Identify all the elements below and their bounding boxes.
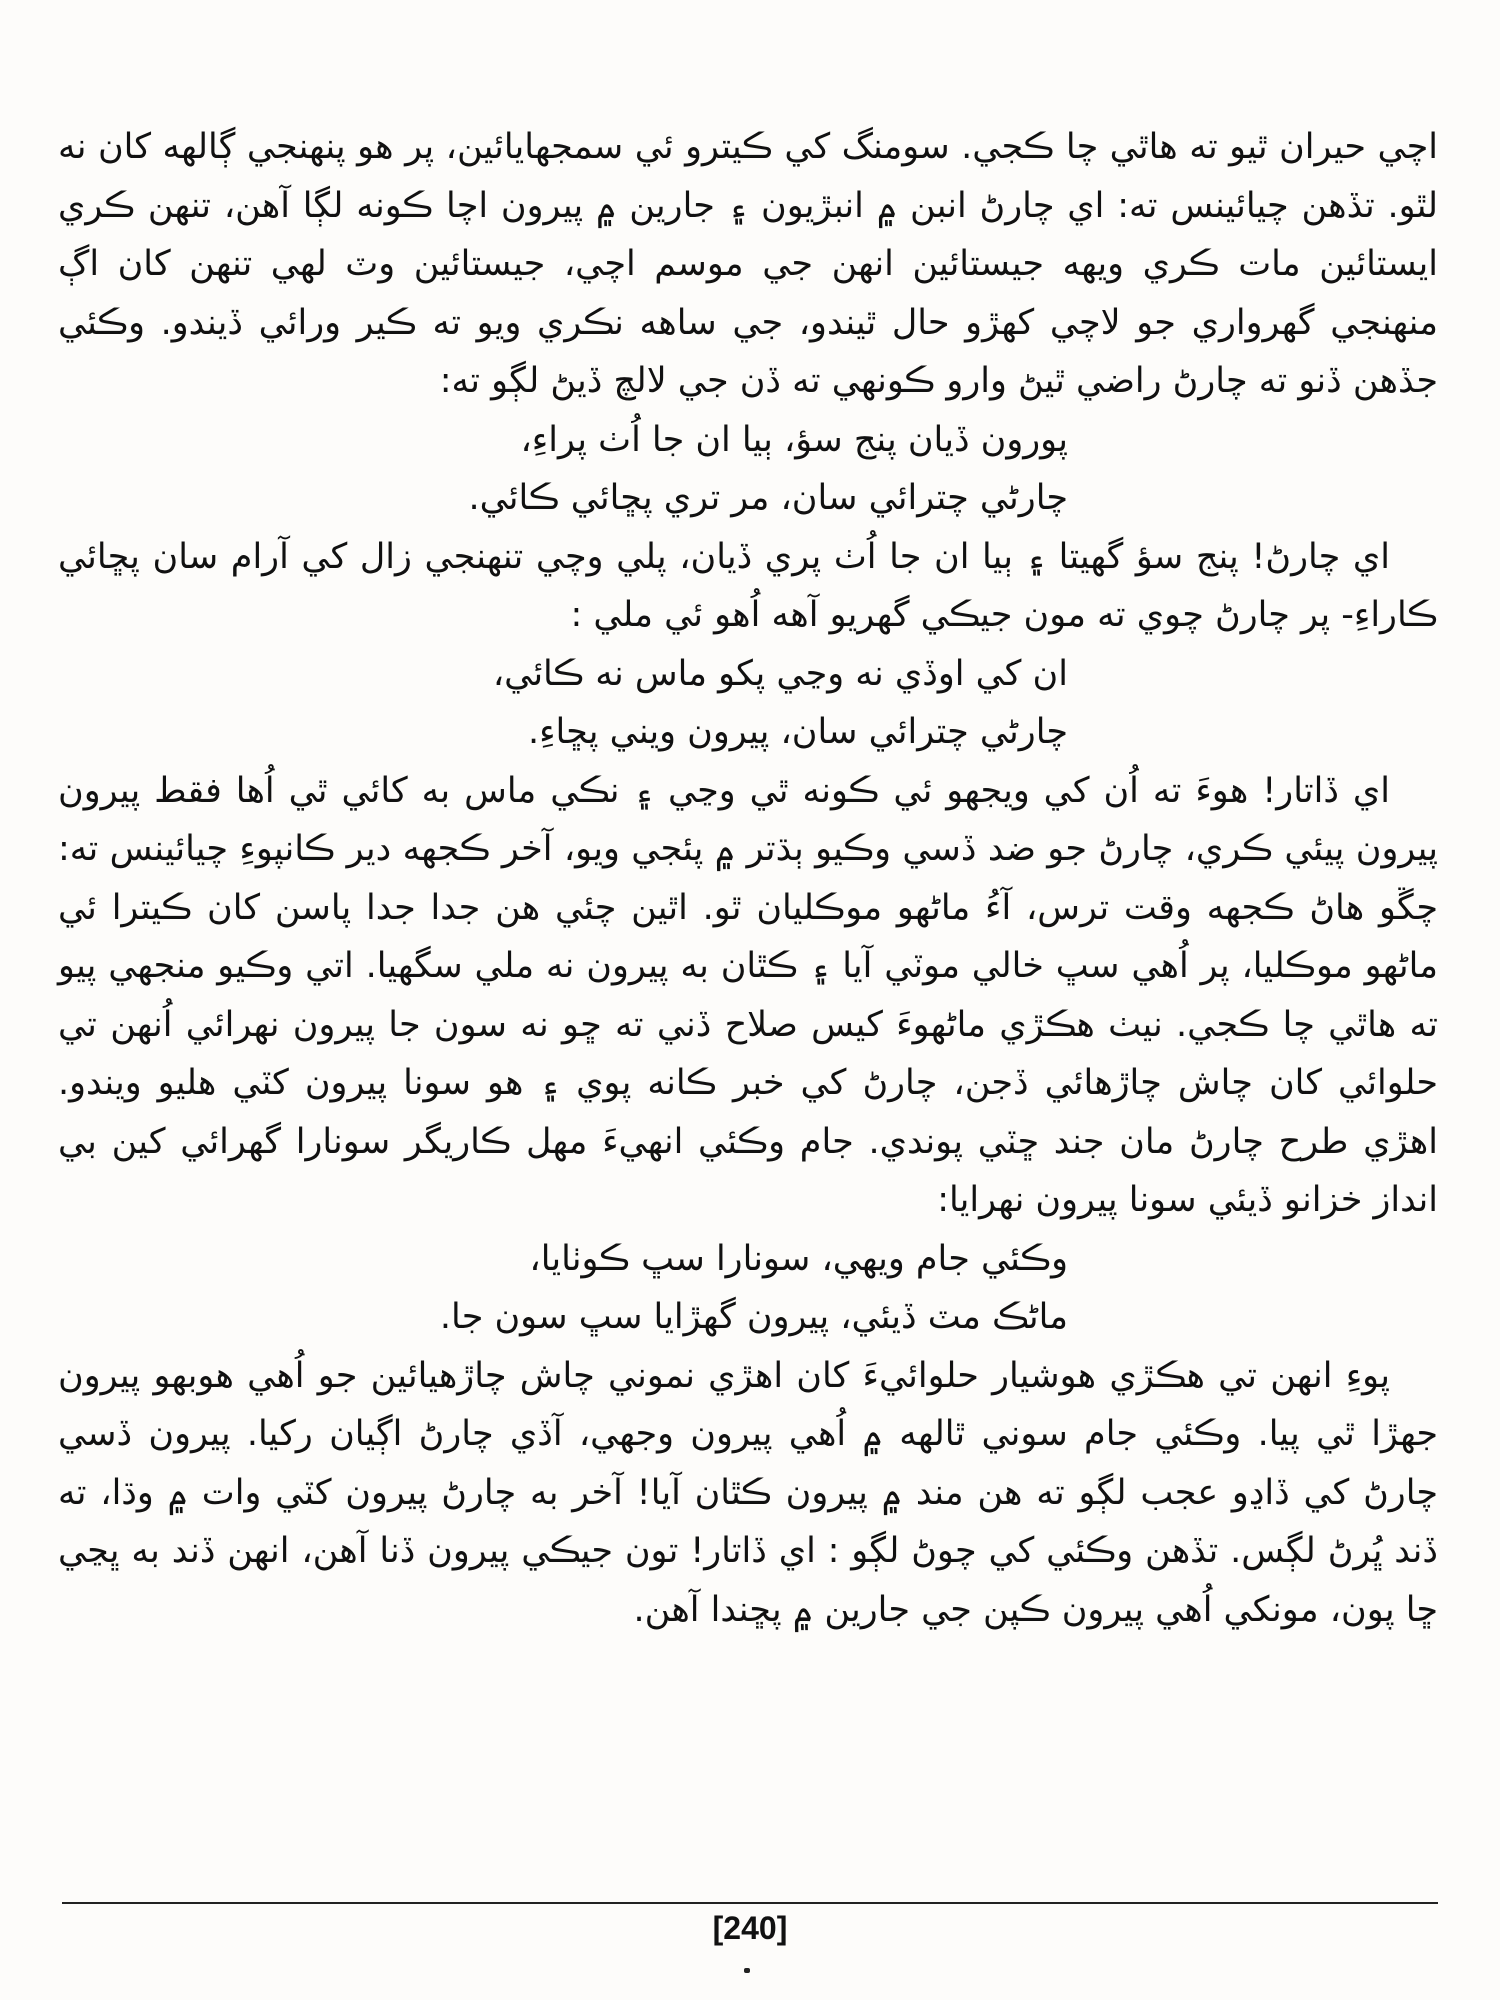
- sindhi-text-block: [58, 118, 1438, 1639]
- paragraph-3: اي ڏاتار! هوءَ ته اُن کي ويجهو ئي ڪونه ٿي وڃي ۽ نڪي ماس به کائي ٿي اُها فقط پيرون پيرون پيئي ڪري، چارڻ جو ضد ڏسي وڪيو ٻڌتر ۾ پئجي ويو، آخر ڪجهه دير ڪانپوءِ چيائينس ته: چڱو هاڻ ڪجهه وقت ترس، آءُ ماڻهو موڪليان ٿو. اٿين چئي هن جدا جدا پاسن کان ڪيترا ئي ماڻهو موڪليا، پر اُهي سڀ خالي موٽي آيا ۽ ڪٿان به پيرون نه ملي سگهيا. اتي وڪيو منجهي پيو ته هاٿي چا ڪجي. نيٺ هڪڙي ماڻهوءَ کيس صلاح ڏني ته ڇو نه سون جا پيرون نهرائي اُنهن تي حلوائي کان چاش چاڙهائي ڏجن، چارڻ کي خبر ڪانه پوي ۽ هو سونا پيرون کٽي هليو ويندو. اهڙي طرح چارڻ مان جند ڇٽي پوندي. جام وڪئي انهيءَ مهل ڪاريگر سونارا گهرائي کين بي انداز خزانو ڏيئي سونا پيرون نهرايا:: [58, 770, 1438, 1220]
- paragraph-2: اي چارڻ! پنج سؤ گهيتا ۽ ٻيا ان جا اُٺ پري ڏيان، پلي وچي تنهنجي زال کي آرام سان پڇائي ڪاراءِ- پر چارڻ چوي ته مون جيڪي گهريو آهه اُهو ئي ملي :: [58, 536, 1438, 635]
- verse-2-line-1: ان کي اوڏي نه وڃي پکو ماس نه ڪائي،: [492, 653, 1068, 694]
- paragraph-4: پوءِ انهن تي هڪڙي هوشيار حلوائيءَ کان اهڙي نموني چاش چاڙهيائين جو اُهي هوبهو پيرون جهڙا ٿي پيا. وڪئي جام سوني ٿالهه ۾ اُهي پيرون وجهي، آڏي چارڻ اڳيان رکيا. پيرون ڏسي چارڻ کي ڏاڍو عجب لڳو ته هن مند ۾ پيرون ڪٿان آيا! آخر به چارڻ پيرون کٽي وات ۾ وڌا، ته ڏند ڀُرڻ لڳس. تڏهن وڪئي کي چوڻ لڳو : اي ڏاتار! تون جيڪي پيرون ڏنا آهن، انهن ڏند به ڀڃي ڇا پون، مونکي اُهي پيرون ڪپن جي جارين ۾ پڇندا آهن.: [58, 1355, 1438, 1630]
- verse-3-line-2: ماڻڪ مٽ ڏيئي، پيرون گهڙايا سڀ سون جا.: [439, 1297, 1068, 1337]
- footer-rule: [62, 1902, 1438, 1904]
- paragraph-1: اچي حيران ٿيو ته هاٿي چا ڪجي. سومنگ کي ڪيترو ئي سمجهايائين، پر هو پنهنجي ڳالهه کان نه لٿو. تڏهن چيائينس ته: اي چارڻ انبن ۾ انبڙيون ۽ جارين ۾ پيرون اچا ڪونه لڳا آهن، تنهن ڪري ايستائين مات ڪري ويهه جيستائين انهن جي موسم اچي، جيستائين وٽ لهي تنهن کان اڳ منهنجي گهرواري جو لاچي کهڙو حال ٿيندو، جي ساهه نڪري ويو ته ڪير ورائي ڏيندو. وڪئي جڏهن ڏنو ته چارڻ راضي ٿيڻ وارو ڪونهي ته ڏن جي لالچ ڏيڻ لڳو ته:: [58, 127, 1438, 401]
- ink-speck: [744, 1968, 750, 1973]
- page-number: [240]: [712, 1910, 788, 1946]
- verse-1-line-1: پورون ڏيان پنج سؤ، ٻيا ان جا اُٺ پراءِ،: [520, 419, 1068, 460]
- verse-3-line-1: وڪئي جام ويهي، سونارا سڀ ڪوٺايا،: [529, 1238, 1068, 1279]
- verse-2-line-2: چارڻي چترائي سان، پيرون ويني پڇاءِ.: [527, 712, 1068, 752]
- verse-1-line-2: چارڻي چترائي سان، مر تري پڇائي ڪائي.: [468, 478, 1068, 518]
